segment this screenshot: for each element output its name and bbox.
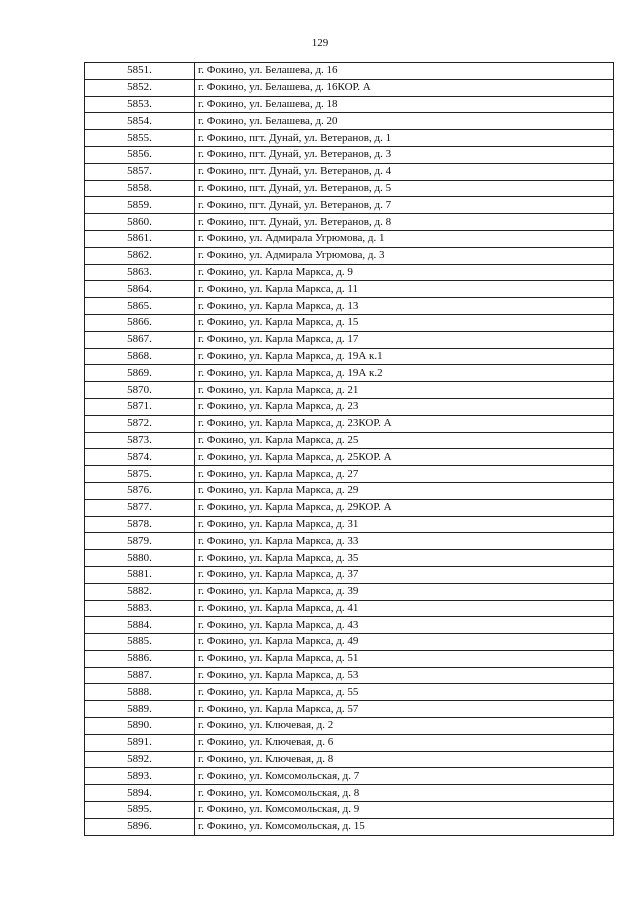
address-cell: г. Фокино, ул. Карла Маркса, д. 19А к.1 xyxy=(195,348,614,365)
row-number-cell: 5890. xyxy=(85,718,195,735)
address-cell: г. Фокино, ул. Карла Маркса, д. 23 xyxy=(195,398,614,415)
address-cell: г. Фокино, ул. Карла Маркса, д. 21 xyxy=(195,382,614,399)
table-row xyxy=(85,230,614,247)
address-cell: г. Фокино, ул. Белашева, д. 16 xyxy=(195,63,614,80)
table-row xyxy=(85,180,614,197)
page-number: 129 xyxy=(311,37,329,49)
address-cell: г. Фокино, ул. Карла Маркса, д. 31 xyxy=(195,516,614,533)
address-cell: г. Фокино, ул. Карла Маркса, д. 25КОР. А xyxy=(195,449,614,466)
address-cell: г. Фокино, ул. Комсомольская, д. 7 xyxy=(195,768,614,785)
address-cell: г. Фокино, ул. Карла Маркса, д. 55 xyxy=(195,684,614,701)
address-cell: г. Фокино, ул. Карла Маркса, д. 41 xyxy=(195,600,614,617)
table-row xyxy=(85,550,614,567)
address-cell: г. Фокино, ул. Карла Маркса, д. 57 xyxy=(195,701,614,718)
row-number-cell: 5877. xyxy=(85,499,195,516)
table-row xyxy=(85,197,614,214)
row-number-cell: 5876. xyxy=(85,482,195,499)
table-row xyxy=(85,281,614,298)
address-cell: г. Фокино, ул. Ключевая, д. 2 xyxy=(195,718,614,735)
table-row xyxy=(85,768,614,785)
address-table xyxy=(84,62,614,836)
row-number-cell: 5867. xyxy=(85,331,195,348)
address-cell: г. Фокино, ул. Карла Маркса, д. 37 xyxy=(195,566,614,583)
address-cell: г. Фокино, ул. Карла Маркса, д. 33 xyxy=(195,533,614,550)
address-cell: г. Фокино, ул. Карла Маркса, д. 51 xyxy=(195,650,614,667)
address-cell: г. Фокино, ул. Комсомольская, д. 8 xyxy=(195,785,614,802)
table-row xyxy=(85,130,614,147)
row-number-cell: 5861. xyxy=(85,230,195,247)
address-cell: г. Фокино, ул. Адмирала Угрюмова, д. 3 xyxy=(195,247,614,264)
table-row xyxy=(85,634,614,651)
row-number-cell: 5874. xyxy=(85,449,195,466)
address-cell: г. Фокино, ул. Комсомольская, д. 15 xyxy=(195,818,614,835)
table-row xyxy=(85,466,614,483)
table-row xyxy=(85,247,614,264)
table-row xyxy=(85,314,614,331)
row-number-cell: 5896. xyxy=(85,818,195,835)
row-number-cell: 5864. xyxy=(85,281,195,298)
address-cell: г. Фокино, пгт. Дунай, ул. Ветеранов, д. 4 xyxy=(195,163,614,180)
table-row xyxy=(85,365,614,382)
address-cell: г. Фокино, ул. Карла Маркса, д. 49 xyxy=(195,634,614,651)
row-number-cell: 5889. xyxy=(85,701,195,718)
table-row xyxy=(85,499,614,516)
table-row xyxy=(85,734,614,751)
address-cell: г. Фокино, ул. Белашева, д. 18 xyxy=(195,96,614,113)
address-cell: г. Фокино, ул. Карла Маркса, д. 53 xyxy=(195,667,614,684)
address-cell: г. Фокино, ул. Карла Маркса, д. 29КОР. А xyxy=(195,499,614,516)
address-cell: г. Фокино, пгт. Дунай, ул. Ветеранов, д. 5 xyxy=(195,180,614,197)
row-number-cell: 5859. xyxy=(85,197,195,214)
row-number-cell: 5858. xyxy=(85,180,195,197)
address-cell: г. Фокино, ул. Карла Маркса, д. 29 xyxy=(195,482,614,499)
table-row xyxy=(85,63,614,80)
table-row xyxy=(85,432,614,449)
table-row xyxy=(85,617,614,634)
row-number-cell: 5895. xyxy=(85,802,195,819)
row-number-cell: 5882. xyxy=(85,583,195,600)
row-number-cell: 5851. xyxy=(85,63,195,80)
table-row xyxy=(85,701,614,718)
table-row xyxy=(85,264,614,281)
table-row xyxy=(85,516,614,533)
address-cell: г. Фокино, ул. Карла Маркса, д. 23КОР. А xyxy=(195,415,614,432)
row-number-cell: 5888. xyxy=(85,684,195,701)
table-row xyxy=(85,600,614,617)
address-cell: г. Фокино, ул. Карла Маркса, д. 9 xyxy=(195,264,614,281)
table-row xyxy=(85,348,614,365)
row-number-cell: 5857. xyxy=(85,163,195,180)
address-cell: г. Фокино, пгт. Дунай, ул. Ветеранов, д. 1 xyxy=(195,130,614,147)
address-cell: г. Фокино, ул. Ключевая, д. 6 xyxy=(195,734,614,751)
address-cell: г. Фокино, пгт. Дунай, ул. Ветеранов, д. 8 xyxy=(195,214,614,231)
address-cell: г. Фокино, ул. Карла Маркса, д. 35 xyxy=(195,550,614,567)
table-row xyxy=(85,482,614,499)
row-number-cell: 5871. xyxy=(85,398,195,415)
row-number-cell: 5878. xyxy=(85,516,195,533)
row-number-cell: 5862. xyxy=(85,247,195,264)
table-row xyxy=(85,415,614,432)
row-number-cell: 5881. xyxy=(85,566,195,583)
table-row xyxy=(85,163,614,180)
table-row xyxy=(85,449,614,466)
table-row xyxy=(85,583,614,600)
table-row xyxy=(85,718,614,735)
table-row xyxy=(85,684,614,701)
row-number-cell: 5894. xyxy=(85,785,195,802)
address-cell: г. Фокино, ул. Ключевая, д. 8 xyxy=(195,751,614,768)
row-number-cell: 5870. xyxy=(85,382,195,399)
address-cell: г. Фокино, пгт. Дунай, ул. Ветеранов, д. 3 xyxy=(195,146,614,163)
table-row xyxy=(85,214,614,231)
table-row xyxy=(85,785,614,802)
row-number-cell: 5854. xyxy=(85,113,195,130)
address-cell: г. Фокино, ул. Карла Маркса, д. 15 xyxy=(195,314,614,331)
row-number-cell: 5853. xyxy=(85,96,195,113)
row-number-cell: 5887. xyxy=(85,667,195,684)
row-number-cell: 5892. xyxy=(85,751,195,768)
row-number-cell: 5860. xyxy=(85,214,195,231)
table-row xyxy=(85,533,614,550)
row-number-cell: 5852. xyxy=(85,79,195,96)
address-table-body xyxy=(85,63,614,836)
table-row xyxy=(85,818,614,835)
address-cell: г. Фокино, ул. Карла Маркса, д. 13 xyxy=(195,298,614,315)
row-number-cell: 5883. xyxy=(85,600,195,617)
address-cell: г. Фокино, ул. Карла Маркса, д. 19А к.2 xyxy=(195,365,614,382)
address-cell: г. Фокино, ул. Адмирала Угрюмова, д. 1 xyxy=(195,230,614,247)
row-number-cell: 5865. xyxy=(85,298,195,315)
row-number-cell: 5886. xyxy=(85,650,195,667)
address-cell: г. Фокино, ул. Карла Маркса, д. 43 xyxy=(195,617,614,634)
table-row xyxy=(85,79,614,96)
address-cell: г. Фокино, ул. Белашева, д. 16КОР. А xyxy=(195,79,614,96)
address-cell: г. Фокино, ул. Карла Маркса, д. 39 xyxy=(195,583,614,600)
table-row xyxy=(85,113,614,130)
row-number-cell: 5868. xyxy=(85,348,195,365)
table-row xyxy=(85,382,614,399)
table-row xyxy=(85,146,614,163)
table-row xyxy=(85,96,614,113)
table-row xyxy=(85,667,614,684)
address-cell: г. Фокино, ул. Карла Маркса, д. 25 xyxy=(195,432,614,449)
address-cell: г. Фокино, ул. Карла Маркса, д. 27 xyxy=(195,466,614,483)
row-number-cell: 5872. xyxy=(85,415,195,432)
row-number-cell: 5880. xyxy=(85,550,195,567)
row-number-cell: 5875. xyxy=(85,466,195,483)
row-number-cell: 5893. xyxy=(85,768,195,785)
table-row xyxy=(85,650,614,667)
row-number-cell: 5855. xyxy=(85,130,195,147)
address-cell: г. Фокино, пгт. Дунай, ул. Ветеранов, д. 7 xyxy=(195,197,614,214)
address-cell: г. Фокино, ул. Карла Маркса, д. 11 xyxy=(195,281,614,298)
address-cell: г. Фокино, ул. Белашева, д. 20 xyxy=(195,113,614,130)
row-number-cell: 5869. xyxy=(85,365,195,382)
row-number-cell: 5891. xyxy=(85,734,195,751)
row-number-cell: 5873. xyxy=(85,432,195,449)
table-row xyxy=(85,802,614,819)
address-cell: г. Фокино, ул. Комсомольская, д. 9 xyxy=(195,802,614,819)
row-number-cell: 5863. xyxy=(85,264,195,281)
row-number-cell: 5879. xyxy=(85,533,195,550)
row-number-cell: 5884. xyxy=(85,617,195,634)
row-number-cell: 5866. xyxy=(85,314,195,331)
table-row xyxy=(85,751,614,768)
table-row xyxy=(85,298,614,315)
row-number-cell: 5856. xyxy=(85,146,195,163)
address-cell: г. Фокино, ул. Карла Маркса, д. 17 xyxy=(195,331,614,348)
table-row xyxy=(85,331,614,348)
table-row xyxy=(85,566,614,583)
row-number-cell: 5885. xyxy=(85,634,195,651)
table-row xyxy=(85,398,614,415)
